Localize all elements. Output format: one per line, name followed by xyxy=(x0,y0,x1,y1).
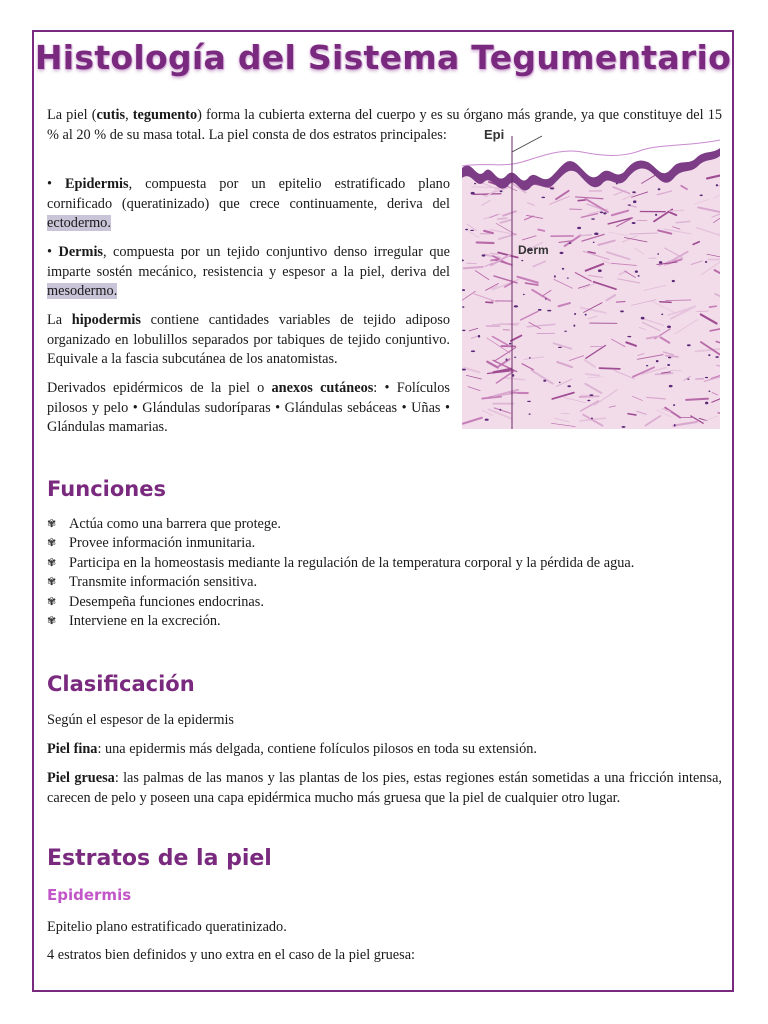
cell-nucleus xyxy=(687,378,689,379)
cell-nucleus xyxy=(622,426,626,428)
highlight-mesodermo: mesodermo. xyxy=(47,283,118,300)
hipodermis-text-1: La xyxy=(47,312,72,328)
bullet-text: • xyxy=(47,176,66,192)
cell-nucleus xyxy=(499,409,501,411)
cell-nucleus xyxy=(527,401,531,402)
collagen-fiber xyxy=(498,218,507,219)
cell-nucleus xyxy=(705,402,708,405)
cell-nucleus xyxy=(573,324,575,326)
dermis-text: , compuesta por un tejido conjuntivo denso irregular que imparte sostén mecánico, resistencia y espesor a la piel, deriva del xyxy=(47,244,450,280)
intro-text-3: ) forma la cubierta externa del cuerpo y es su órgano más grande, ya que constituye del 15 % al 20 % de su masa total. La piel consta de dos estratos principales: xyxy=(47,107,722,143)
cell-nucleus xyxy=(646,365,648,366)
intro-term-cutis: cutis xyxy=(96,107,126,123)
collagen-fiber xyxy=(474,194,501,195)
collagen-fiber xyxy=(578,200,585,201)
cell-nucleus xyxy=(620,310,624,312)
dermis-paragraph xyxy=(47,243,450,302)
cell-nucleus xyxy=(587,400,590,401)
cell-nucleus xyxy=(567,278,569,279)
cell-nucleus xyxy=(632,222,636,224)
collagen-fiber xyxy=(486,302,493,303)
list-item-text: Desempeña funciones endocrinas. xyxy=(69,593,264,610)
list-item-text: Actúa como una barrera que protege. xyxy=(69,515,281,532)
hipodermis-paragraph xyxy=(47,311,450,370)
cell-nucleus xyxy=(545,298,547,299)
flower-bullet-icon: ✾ xyxy=(47,517,57,530)
hipodermis-text-2: contiene cantidades variables de tejido adiposo organizado en lobulillos separados por tabiques de tejido conjuntivo. Equivale a la fascia subcutánea de los anatomistas. xyxy=(47,312,450,368)
cell-nucleus xyxy=(550,188,554,190)
cell-nucleus xyxy=(462,330,465,332)
collagen-fiber xyxy=(599,368,619,369)
collagen-fiber xyxy=(464,267,483,268)
cell-nucleus xyxy=(715,356,719,358)
piel-fina-term: Piel fina xyxy=(47,741,98,757)
cell-nucleus xyxy=(577,227,581,229)
cell-nucleus xyxy=(462,289,465,291)
cell-nucleus xyxy=(667,326,671,329)
intro-term-tegumento: tegumento xyxy=(132,107,198,123)
cell-nucleus xyxy=(668,357,671,359)
cell-nucleus xyxy=(656,360,659,362)
cell-nucleus xyxy=(635,270,638,273)
anexos-paragraph xyxy=(47,379,450,438)
cell-nucleus xyxy=(628,204,631,205)
collagen-fiber xyxy=(616,302,625,303)
histology-micrograph xyxy=(462,128,720,429)
cell-nucleus xyxy=(554,275,556,278)
cell-nucleus xyxy=(598,269,602,272)
cell-nucleus xyxy=(560,252,564,254)
derm-label: Derm xyxy=(518,243,549,257)
cell-nucleus xyxy=(687,344,691,346)
list-item xyxy=(47,574,707,594)
list-item-text: Participa en la homeostasis mediante la regulación de la temperatura corporal y la pérdida de agua. xyxy=(69,554,635,571)
cell-nucleus xyxy=(478,335,480,338)
clasificacion-heading: Clasificación xyxy=(47,672,195,696)
cell-nucleus xyxy=(632,191,636,193)
list-item-text: Interviene en la excreción. xyxy=(69,613,221,630)
cell-nucleus xyxy=(591,218,595,220)
epidermis-subheading: Epidermis xyxy=(47,886,132,904)
collagen-fiber xyxy=(477,242,494,243)
cell-nucleus xyxy=(655,214,657,216)
estratos-heading: Estratos de la piel xyxy=(47,846,272,871)
piel-fina-text: : una epidermis más delgada, contiene folículos pilosos en toda su extensión. xyxy=(97,741,537,757)
page-title: Histología del Sistema Tegumentario xyxy=(34,38,732,77)
cell-nucleus xyxy=(593,242,595,243)
cell-nucleus xyxy=(558,347,562,348)
cell-nucleus xyxy=(521,260,523,261)
cell-nucleus xyxy=(673,404,675,406)
collagen-fiber xyxy=(666,300,691,301)
cell-nucleus xyxy=(589,394,593,396)
cell-nucleus xyxy=(523,294,525,295)
cell-nucleus xyxy=(705,377,708,378)
funciones-list xyxy=(47,515,707,632)
list-item xyxy=(47,515,707,535)
flower-bullet-icon: ✾ xyxy=(47,595,57,608)
cell-nucleus xyxy=(543,380,546,382)
collagen-fiber xyxy=(580,235,591,236)
piel-gruesa-text: : las palmas de las manos y las plantas de los pies, estas regiones están sometidas a una fricción intensa, carecen de pelo y poseen una capa epidérmica mucho más gruesa que la piel de cualquier otro lugar. xyxy=(47,770,722,806)
cell-nucleus xyxy=(471,192,475,195)
collagen-fiber xyxy=(472,187,500,188)
epi-label: Epi xyxy=(484,128,505,142)
list-item xyxy=(47,554,707,574)
highlight-ectodermo: ectodermo. xyxy=(47,215,111,232)
collagen-fiber xyxy=(710,306,717,307)
cell-nucleus xyxy=(594,232,598,235)
skin-histology-image xyxy=(462,128,720,429)
cell-nucleus xyxy=(470,230,474,231)
cell-nucleus xyxy=(657,253,659,255)
piel-gruesa-term: Piel gruesa xyxy=(47,770,115,786)
epidermis-paragraph xyxy=(47,175,450,234)
epidermis-text: , compuesta por un epitelio estratificado plano cornificado (queratinizado) que crece continuamente, deriva del xyxy=(47,176,450,212)
bullet-text: • xyxy=(47,244,59,260)
collagen-fiber xyxy=(580,396,599,397)
dermis-term: Dermis xyxy=(58,244,103,260)
cell-nucleus xyxy=(659,261,663,264)
anexos-term: anexos cutáneos xyxy=(271,380,374,396)
cell-nucleus xyxy=(708,354,710,356)
collagen-fiber xyxy=(686,399,708,400)
piel-fina-paragraph xyxy=(47,740,722,760)
cell-nucleus xyxy=(591,418,593,420)
cell-nucleus xyxy=(600,212,604,214)
cell-nucleus xyxy=(658,188,661,190)
flower-bullet-icon: ✾ xyxy=(47,576,57,589)
cell-nucleus xyxy=(471,350,475,352)
collagen-fiber xyxy=(660,302,671,303)
collagen-fiber xyxy=(656,373,673,374)
cell-nucleus xyxy=(462,306,464,308)
cell-nucleus xyxy=(509,343,511,345)
cell-nucleus xyxy=(514,305,518,307)
cell-nucleus xyxy=(529,357,531,358)
cell-nucleus xyxy=(708,390,710,392)
cell-nucleus xyxy=(559,382,561,384)
cell-nucleus xyxy=(506,358,508,361)
cell-nucleus xyxy=(482,254,486,256)
estratos-paragraph-2: 4 estratos bien definidos y uno extra en el caso de la piel gruesa: xyxy=(47,947,416,963)
cell-nucleus xyxy=(700,194,703,196)
cell-nucleus xyxy=(547,310,551,312)
cell-nucleus xyxy=(633,200,636,203)
cell-nucleus xyxy=(585,314,587,316)
cell-nucleus xyxy=(500,190,503,192)
cell-nucleus xyxy=(672,280,675,282)
collagen-fiber xyxy=(538,230,544,231)
cell-nucleus xyxy=(638,275,640,277)
list-item xyxy=(47,613,707,633)
collagen-fiber xyxy=(666,356,678,357)
list-item xyxy=(47,535,707,555)
cell-nucleus xyxy=(627,336,631,337)
cell-nucleus xyxy=(705,261,707,263)
cell-nucleus xyxy=(465,229,468,231)
anexos-text-2: : • Folículos pilosos y pelo • Glándulas sudoríparas • Glándulas sebáceas • Uñas • Glándulas mamarias. xyxy=(47,380,450,436)
flower-bullet-icon: ✾ xyxy=(47,556,57,569)
piel-gruesa-paragraph xyxy=(47,769,722,808)
cell-nucleus xyxy=(567,385,571,387)
cell-nucleus xyxy=(562,268,564,270)
flower-bullet-icon: ✾ xyxy=(47,537,57,550)
cell-nucleus xyxy=(538,309,542,311)
cell-nucleus xyxy=(574,313,576,315)
cell-nucleus xyxy=(641,317,645,320)
cell-nucleus xyxy=(542,197,546,199)
cell-nucleus xyxy=(716,184,718,186)
intro-text-1: La piel ( xyxy=(47,107,97,123)
anexos-text-1: Derivados epidérmicos de la piel o xyxy=(47,380,272,396)
flower-bullet-icon: ✾ xyxy=(47,615,57,628)
list-item-text: Transmite información sensitiva. xyxy=(69,574,258,591)
funciones-heading: Funciones xyxy=(47,477,166,501)
cell-nucleus xyxy=(569,242,572,244)
cell-nucleus xyxy=(667,364,670,366)
list-item-text: Provee información inmunitaria. xyxy=(69,535,256,552)
clasificacion-intro: Según el espesor de la epidermis xyxy=(47,712,234,728)
intro-text-2: , xyxy=(125,107,133,123)
cell-nucleus xyxy=(674,424,676,427)
cell-nucleus xyxy=(474,183,476,184)
list-item xyxy=(47,593,707,613)
cell-nucleus xyxy=(603,212,606,214)
cell-nucleus xyxy=(661,313,663,315)
cell-nucleus xyxy=(485,419,489,421)
cell-nucleus xyxy=(529,413,531,414)
cell-nucleus xyxy=(514,357,516,358)
cell-nucleus xyxy=(564,331,567,332)
estratos-paragraph-1: Epitelio plano estratificado queratinizado. xyxy=(47,919,287,935)
cell-nucleus xyxy=(669,385,673,387)
hipodermis-term: hipodermis xyxy=(71,312,141,328)
epidermis-term: Epidermis xyxy=(65,176,129,192)
